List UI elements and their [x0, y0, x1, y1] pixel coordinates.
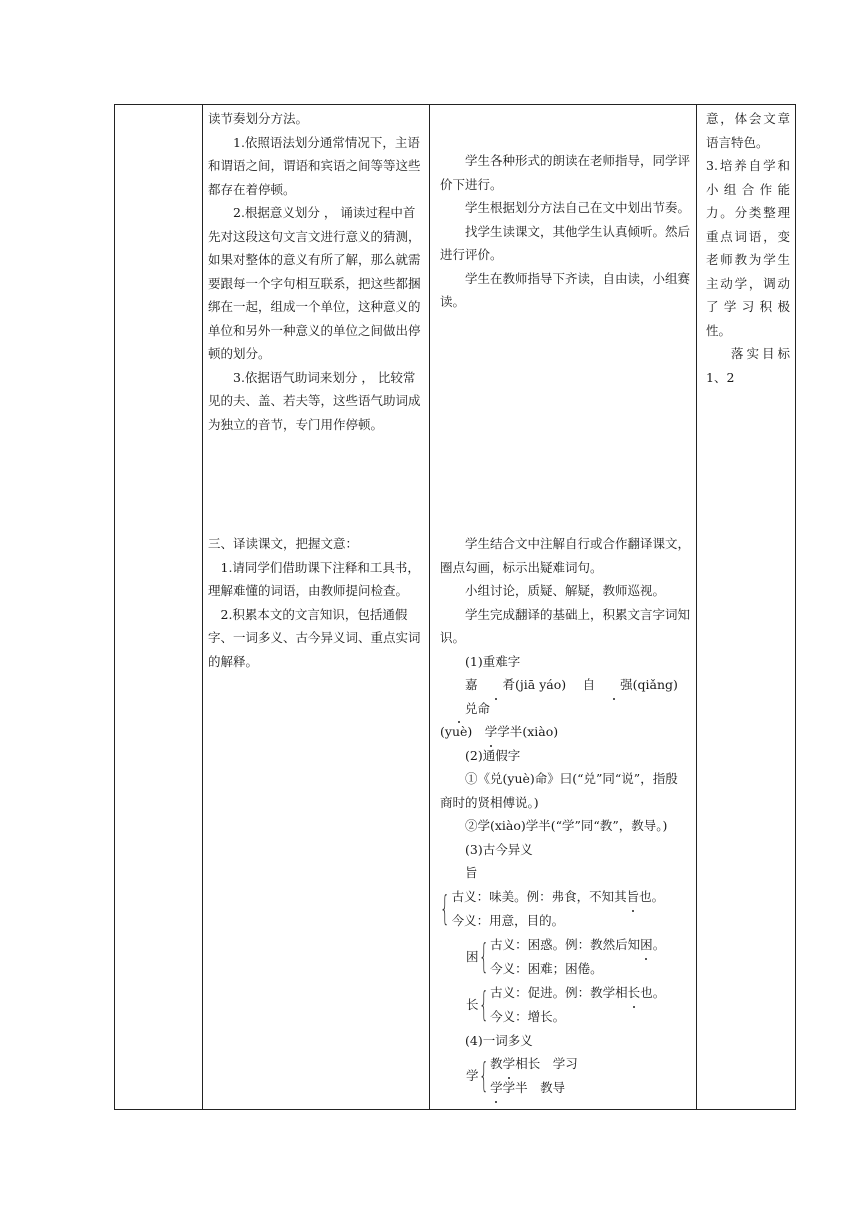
- ancient-meaning: 古义：促进。例：教学相长也。: [490, 981, 665, 1005]
- hard-words-line: [440, 720, 690, 744]
- brace-icon: {: [478, 936, 489, 977]
- reading-rhythm-section: [208, 107, 424, 436]
- term-heading: 困: [466, 948, 479, 964]
- pinyin: (xiào): [522, 724, 559, 739]
- term-zhi-group: [440, 885, 690, 933]
- lesson-plan-table: [114, 104, 796, 1110]
- paragraph: 学生各种形式的朗读在老师指导，同学评价下进行。: [440, 153, 691, 192]
- dotted-char: 强: [595, 673, 633, 697]
- column-divider: [429, 105, 430, 1109]
- term-heading: 学: [466, 1068, 479, 1084]
- modern-meaning: 今义：用意，目的。: [451, 912, 565, 928]
- paragraph: ②学(xiào)学半(“学”同“教”，教导。): [465, 818, 668, 833]
- translation-section: [208, 532, 424, 673]
- modern-meaning: 今义：增长。: [490, 1008, 566, 1024]
- paragraph: 学生根据划分方法自己在文中划出节奏。: [465, 200, 691, 215]
- paragraph: 学生在教师指导下齐读，自由读，小组赛读。: [440, 270, 691, 309]
- dotted-char: 肴: [478, 673, 516, 697]
- paragraph: 意，体会文章语言特色。: [706, 111, 790, 150]
- term-zhang-group: [440, 981, 690, 1029]
- ancient-meaning: 古义：困惑。例：教然后知困。: [490, 933, 665, 957]
- word: 自: [582, 677, 596, 692]
- subheading: (1)重难字: [465, 653, 521, 669]
- hard-words-line: [440, 673, 690, 720]
- brace-icon: {: [439, 888, 450, 929]
- paragraph: ①《兑(yuè)命》曰(“兑”同“说”，指殷商时的贤相傅说。): [440, 771, 678, 810]
- paragraph: 1.依照语法划分通常情况下，主语和谓语之间，谓语和宾语之间等等这些都存在着停顿。: [208, 134, 421, 197]
- word: 学半: [497, 724, 523, 739]
- term-kun-group: [440, 933, 690, 981]
- paragraph: 小组讨论，质疑、解疑，教师巡视。: [465, 583, 666, 598]
- pinyin: (yuè): [440, 724, 473, 739]
- paragraph: 学生结合文中注解自行或合作翻译课文，圈点勾画，标示出疑难词句。: [440, 536, 691, 575]
- dotted-char: 学: [485, 720, 498, 744]
- ancient-meaning: 古义：味美。例：弗食，不知其旨也。: [452, 885, 665, 909]
- section-heading: 三、译读课文，把握文意：: [208, 536, 359, 551]
- meaning-line: 学学半 教导: [490, 1076, 578, 1100]
- paragraph: 2.根据意义划分 ， 诵读过程中首先对这段这句文言文进行意义的猜测，如果对整体的意义有所了解，那么就需要跟每一个字句相互联系，把这些都捆绑在一起，组成一个单位，这种意义的单位和另外一种意义的单位之间做出停顿的划分。: [208, 205, 421, 361]
- paragraph: 落实目标1、2: [706, 346, 790, 385]
- paragraph: 3.培养自学和小组合作能力。分类整理重点词语，变老师教为学生主动学，调动了学习积极性。: [706, 158, 790, 338]
- paragraph: 学生完成翻译的基础上，积累文言字词知识。: [440, 606, 691, 645]
- column-divider: [202, 105, 203, 1109]
- word: 嘉: [465, 677, 478, 692]
- column-divider: [696, 105, 697, 1109]
- word: 命: [477, 700, 491, 716]
- intent-text: [706, 107, 790, 389]
- paragraph: 3.依据语气助词来划分 ， 比较常见的夫、盖、若夫等，这些语气助词成为独立的音节，专门用作停顿。: [208, 369, 421, 432]
- pinyin: (qiǎng): [632, 677, 678, 692]
- brace-icon: {: [478, 984, 489, 1025]
- subheading: (2)通假字: [465, 747, 521, 763]
- subheading: (4)一词多义: [465, 1032, 533, 1048]
- term-xue-group: [440, 1052, 690, 1100]
- term-heading: 旨: [465, 865, 478, 880]
- text-line: 读节奏划分方法。: [208, 111, 309, 126]
- modern-meaning: 今义：困难；困倦。: [490, 960, 603, 976]
- dotted-char: 兑: [440, 697, 478, 721]
- brace-icon: {: [478, 1056, 489, 1096]
- pinyin: (jiā yáo): [515, 677, 567, 692]
- paragraph: 找学生读课文，其他学生认真倾听。然后进行评价。: [440, 223, 691, 262]
- paragraph: 2.积累本文的文言知识，包括通假字、一词多义、古今异义词、重点实词的解释。: [208, 606, 421, 669]
- paragraph: 1.请同学们借助课下注释和工具书，理解难懂的词语，由教师提问检查。: [208, 559, 420, 598]
- reading-activities: [440, 149, 690, 314]
- term-heading: 长: [466, 996, 479, 1012]
- translation-activities: [440, 532, 690, 1100]
- subheading: (3)古今异义: [465, 841, 533, 857]
- meaning-line: 教学相长 学习: [490, 1052, 578, 1076]
